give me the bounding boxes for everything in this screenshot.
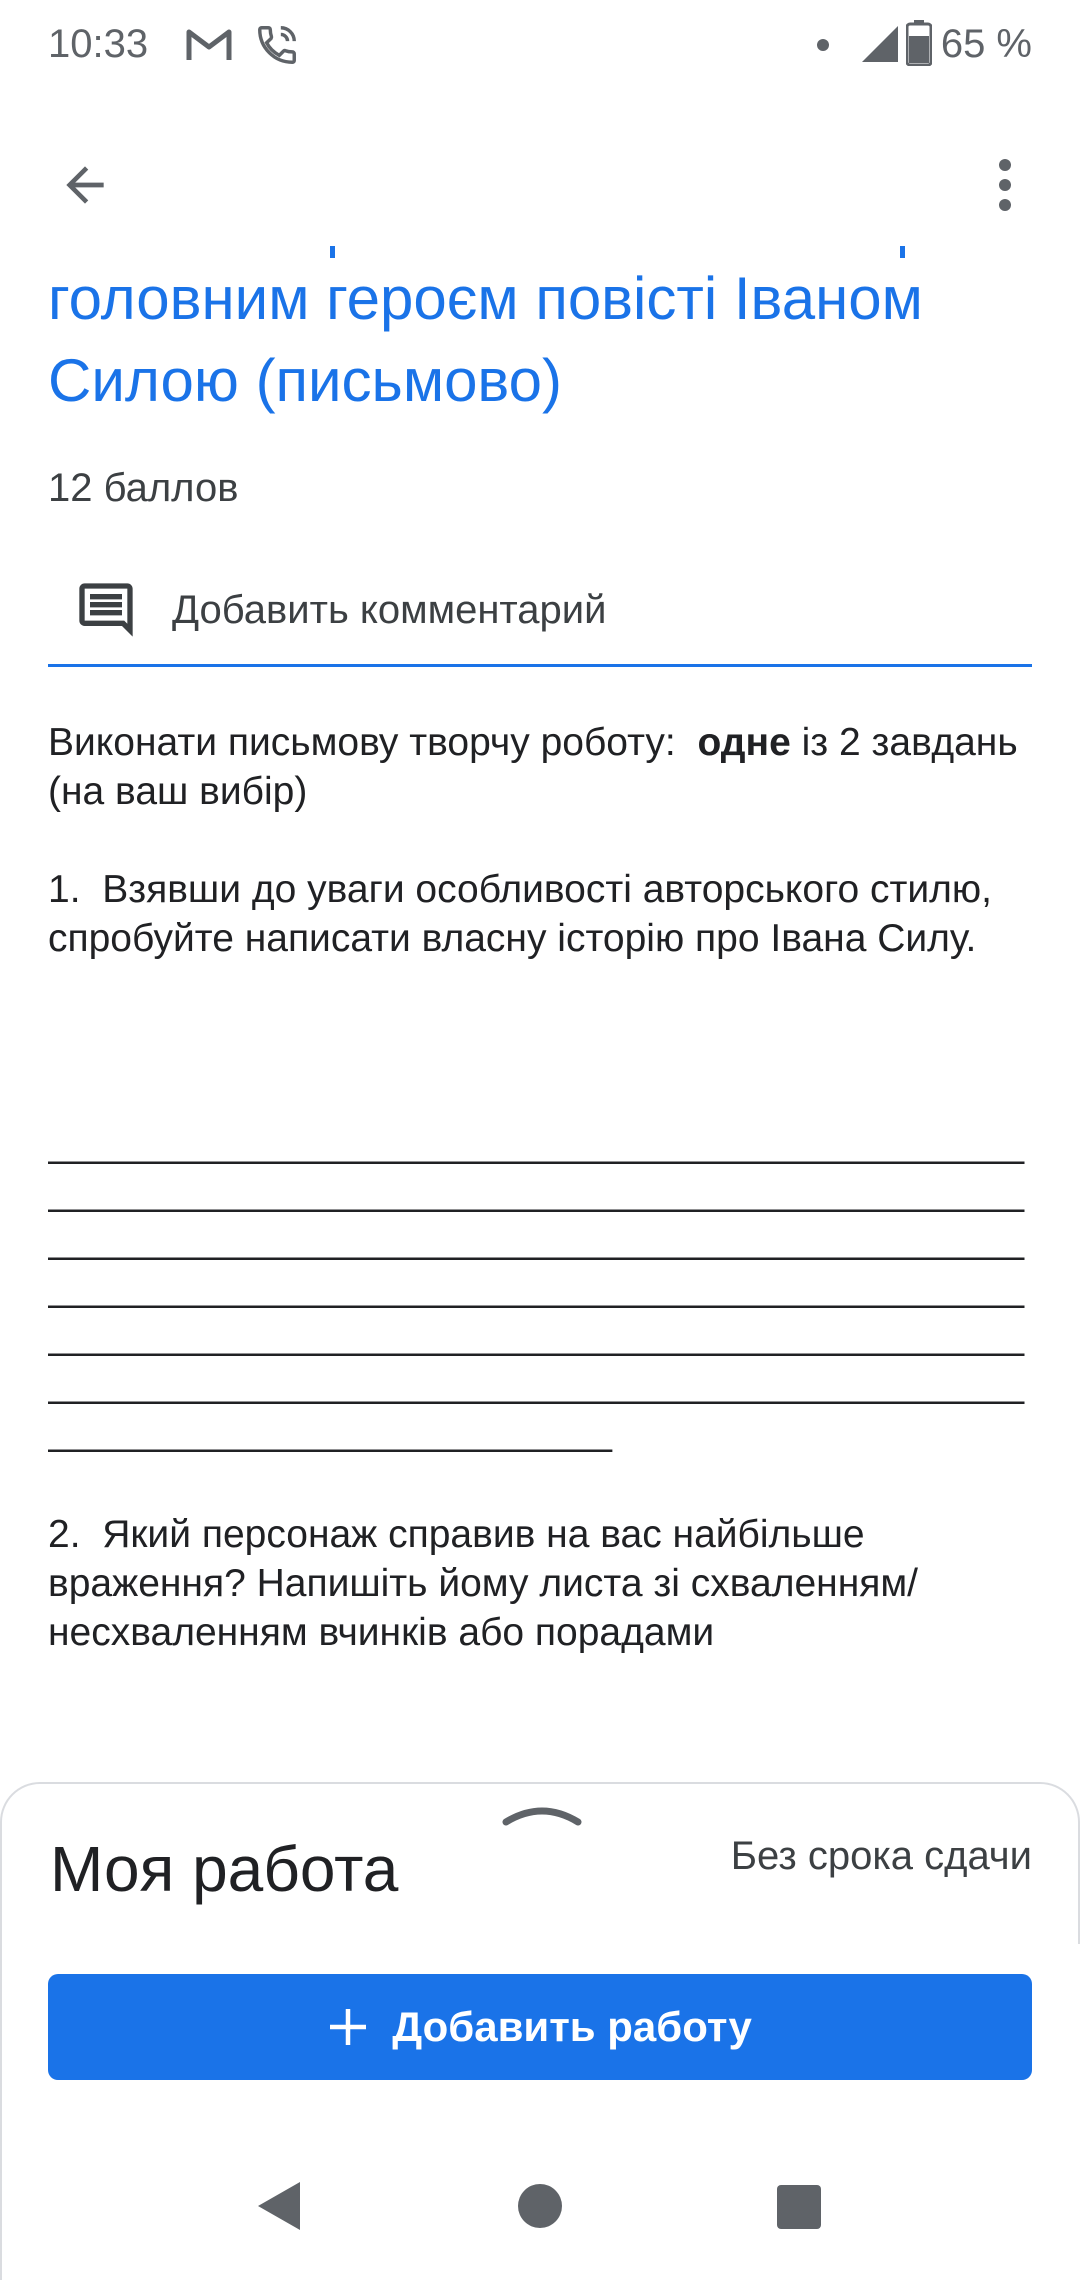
assignment-description <box>48 718 1032 963</box>
assignment-content <box>48 258 1032 422</box>
signal-icon <box>860 24 900 64</box>
status-time: 10:33 <box>48 22 149 66</box>
battery-percentage: 65 % <box>940 22 1032 66</box>
back-button[interactable] <box>40 140 130 230</box>
assignment-points: 12 баллов <box>48 466 239 510</box>
description-bold: одне <box>697 721 791 764</box>
more-options-button[interactable] <box>960 140 1050 230</box>
arrow-back-icon <box>57 157 113 213</box>
status-bar <box>0 0 1080 92</box>
app-bar <box>0 120 1080 240</box>
add-work-label: Добавить работу <box>392 2003 752 2050</box>
gmail-icon <box>186 28 232 62</box>
task-two: 2. Який персонаж справив на вас найбільше враження? Напишіть йому листа зі схваленням/несхваленням вчинків або порадами <box>48 1513 919 1654</box>
add-comment-button[interactable] <box>48 560 1032 660</box>
comment-icon <box>74 578 138 642</box>
answer-lines: ________________________________________________________________________________________________________________________________________________________________________________________________________________________________________________________________________________________________________ <box>48 1122 1025 1453</box>
notification-dot-icon <box>816 38 830 52</box>
battery-icon <box>906 20 932 66</box>
my-work-title: Моя работа <box>50 1833 399 1905</box>
more-vert-icon <box>997 157 1013 213</box>
nav-back-icon[interactable] <box>256 2180 302 2232</box>
assignment-title: головним героєм повісті Іваном Силою (письмово) <box>48 265 923 414</box>
add-comment-label: Добавить комментарий <box>172 587 607 632</box>
missed-call-icon <box>254 22 300 68</box>
description-lead: Виконати письмову творчу роботу: <box>48 721 698 764</box>
nav-recents-icon[interactable] <box>776 2184 822 2230</box>
title-scroll-remnant <box>48 246 1032 258</box>
chevron-up-icon[interactable] <box>502 1798 582 1828</box>
plus-icon <box>328 2007 368 2047</box>
nav-home-icon[interactable] <box>516 2182 564 2230</box>
divider <box>48 664 1032 667</box>
add-work-button[interactable] <box>48 1974 1032 2080</box>
due-status: Без срока сдачи <box>730 1834 1032 1878</box>
description-tail: із 2 завдань (на ваш вибір) 1. Взявши до уваги особливості авторського стилю, спробуйте написати власну історію про Івана Силу. <box>48 721 1018 960</box>
system-nav-bar <box>0 2150 1080 2280</box>
